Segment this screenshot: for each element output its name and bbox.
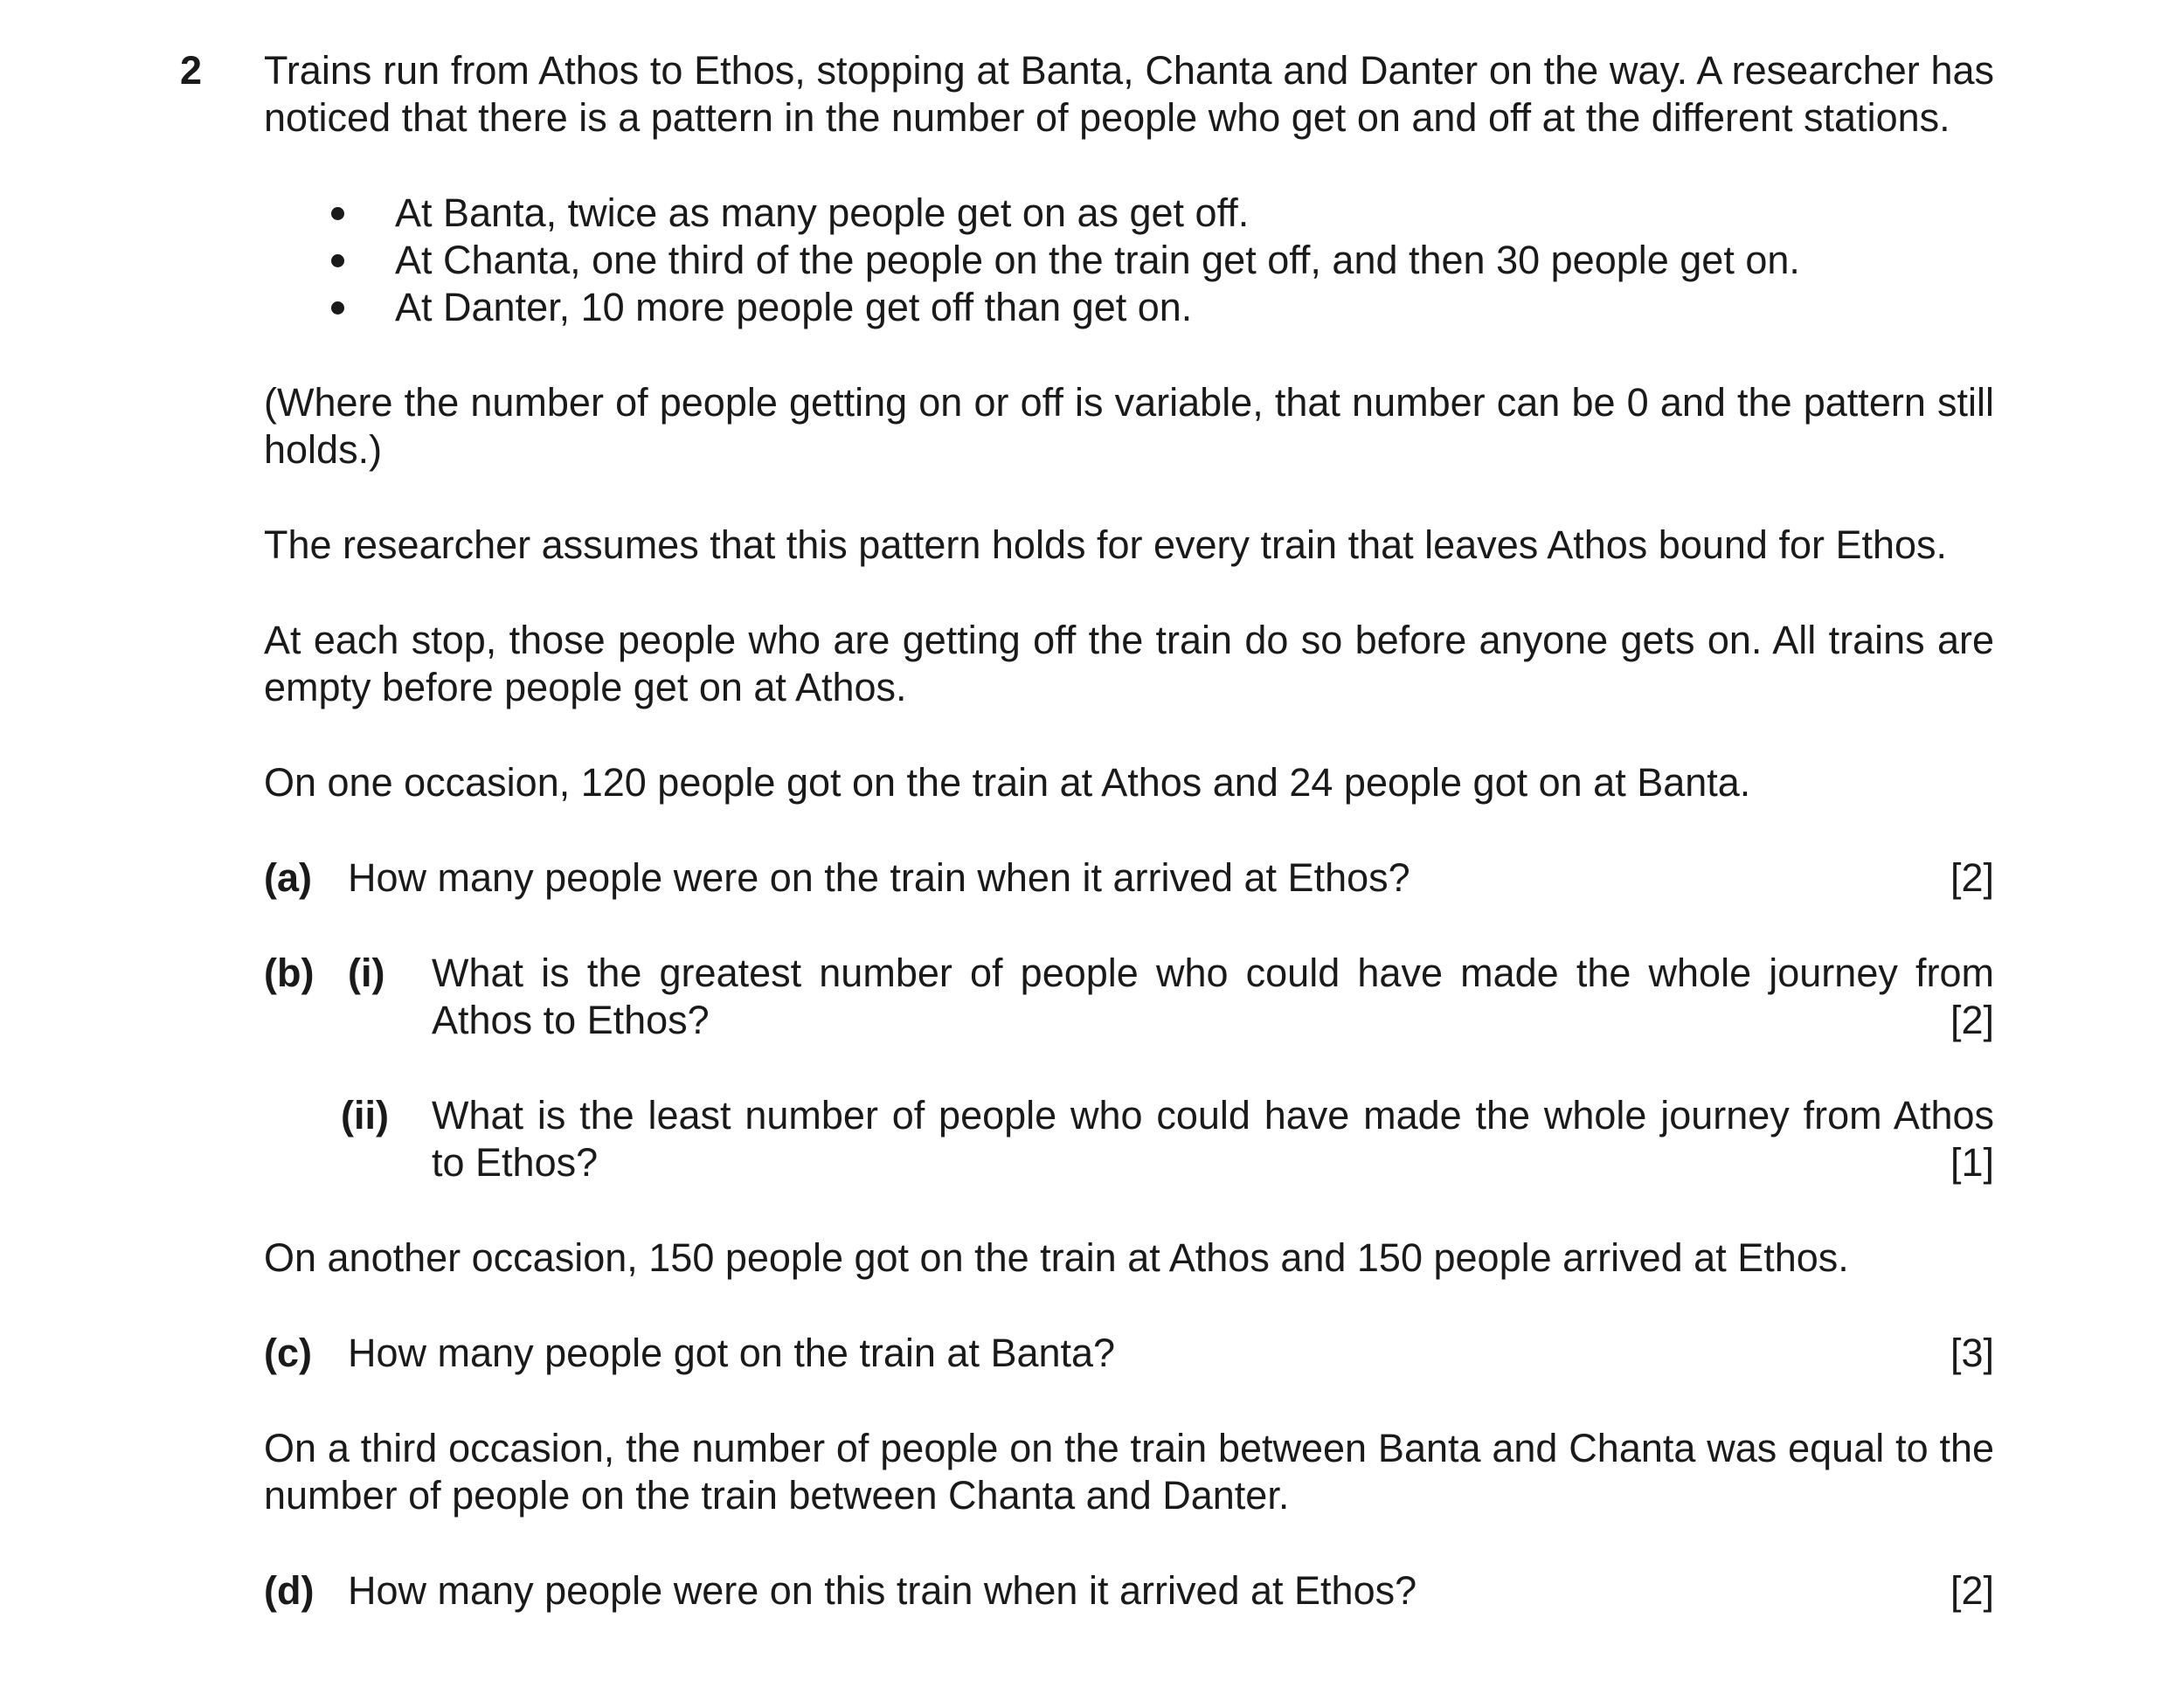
part-a-marks: [2]: [1950, 855, 1994, 900]
part-a-label: (a): [264, 855, 312, 900]
question-body: [264, 47, 1994, 1615]
bullet-text: At Chanta, one third of the people on the train get off, and then 30 people get on.: [395, 238, 1800, 282]
part-b-i-label: (i): [348, 951, 385, 995]
part-b-ii-line1: What is the least number of people who could have made the whole journey from Athos: [432, 1093, 1994, 1138]
part-c: [264, 1330, 1994, 1377]
pattern-list: [264, 190, 1994, 331]
part-b-ii: [264, 1092, 1994, 1186]
bullet-icon: [331, 254, 344, 267]
list-item: [264, 284, 1994, 331]
part-b-i-body: [432, 950, 1994, 1044]
part-d-text: How many people were on this train when it arrived at Ethos?: [348, 1568, 1417, 1613]
part-b-i-line2-row: [432, 997, 1994, 1044]
bullet-icon: [331, 301, 344, 315]
bullet-text: At Banta, twice as many people get on as get off.: [395, 190, 1250, 235]
occasion-one-paragraph: On one occasion, 120 people got on the train at Athos and 24 people got on at Banta.: [264, 760, 1751, 805]
part-c-body: [348, 1330, 1994, 1377]
note-paragraph: (Where the number of people getting on or off is variable, that number can be 0 and the pattern still holds.): [264, 380, 1994, 472]
part-b-ii-marks: [1]: [1950, 1140, 1994, 1185]
intro-paragraph: Trains run from Athos to Ethos, stopping at Banta, Chanta and Danter on the way. A researcher has noticed that there is a pattern in the number of people who get on and off at the different stations.: [264, 48, 1994, 140]
part-a: [264, 854, 1994, 902]
part-c-label: (c): [264, 1331, 312, 1375]
part-b-ii-line2: to Ethos?: [432, 1140, 599, 1185]
part-d: [264, 1567, 1994, 1615]
part-b-i-marks: [2]: [1950, 998, 1994, 1042]
part-b-label: (b): [264, 951, 315, 995]
part-d-body: [348, 1567, 1994, 1615]
part-d-label: (d): [264, 1568, 315, 1613]
part-b-ii-label: (ii): [341, 1093, 389, 1138]
rules-paragraph: At each stop, those people who are getting off the train do so before anyone gets on. All trains are empty before people get on at Athos.: [264, 618, 1994, 709]
part-d-marks: [2]: [1950, 1568, 1994, 1613]
occasion-three-paragraph: On a third occasion, the number of people on the train between Banta and Chanta was equal to the number of people on the train between Chanta and Danter.: [264, 1426, 1994, 1518]
part-a-line: [348, 854, 1994, 902]
part-b-i-line1: What is the greatest number of people who could have made the whole journey from: [432, 951, 1994, 995]
part-c-text: How many people got on the train at Banta?: [348, 1331, 1116, 1375]
occasion-two-paragraph: On another occasion, 150 people got on the train at Athos and 150 people arrived at Ethos.: [264, 1235, 1849, 1280]
question-number: 2: [180, 48, 203, 93]
part-d-line: [348, 1567, 1994, 1615]
part-b-i-line2: Athos to Ethos?: [432, 998, 710, 1042]
assumption-paragraph: The researcher assumes that this pattern holds for every train that leaves Athos bound for Ethos.: [264, 522, 1948, 567]
part-a-body: [348, 854, 1994, 902]
part-b-i: [264, 950, 1994, 1044]
list-item: [264, 237, 1994, 284]
bullet-text: At Danter, 10 more people get off than get on.: [395, 285, 1193, 329]
part-b-ii-body: [432, 1092, 1994, 1186]
part-c-line: [348, 1330, 1994, 1377]
list-item: [264, 190, 1994, 237]
bullet-icon: [331, 207, 344, 220]
part-b-ii-line2-row: [432, 1139, 1994, 1186]
part-a-text: How many people were on the train when it arrived at Ethos?: [348, 855, 1410, 900]
part-c-marks: [3]: [1950, 1331, 1994, 1375]
